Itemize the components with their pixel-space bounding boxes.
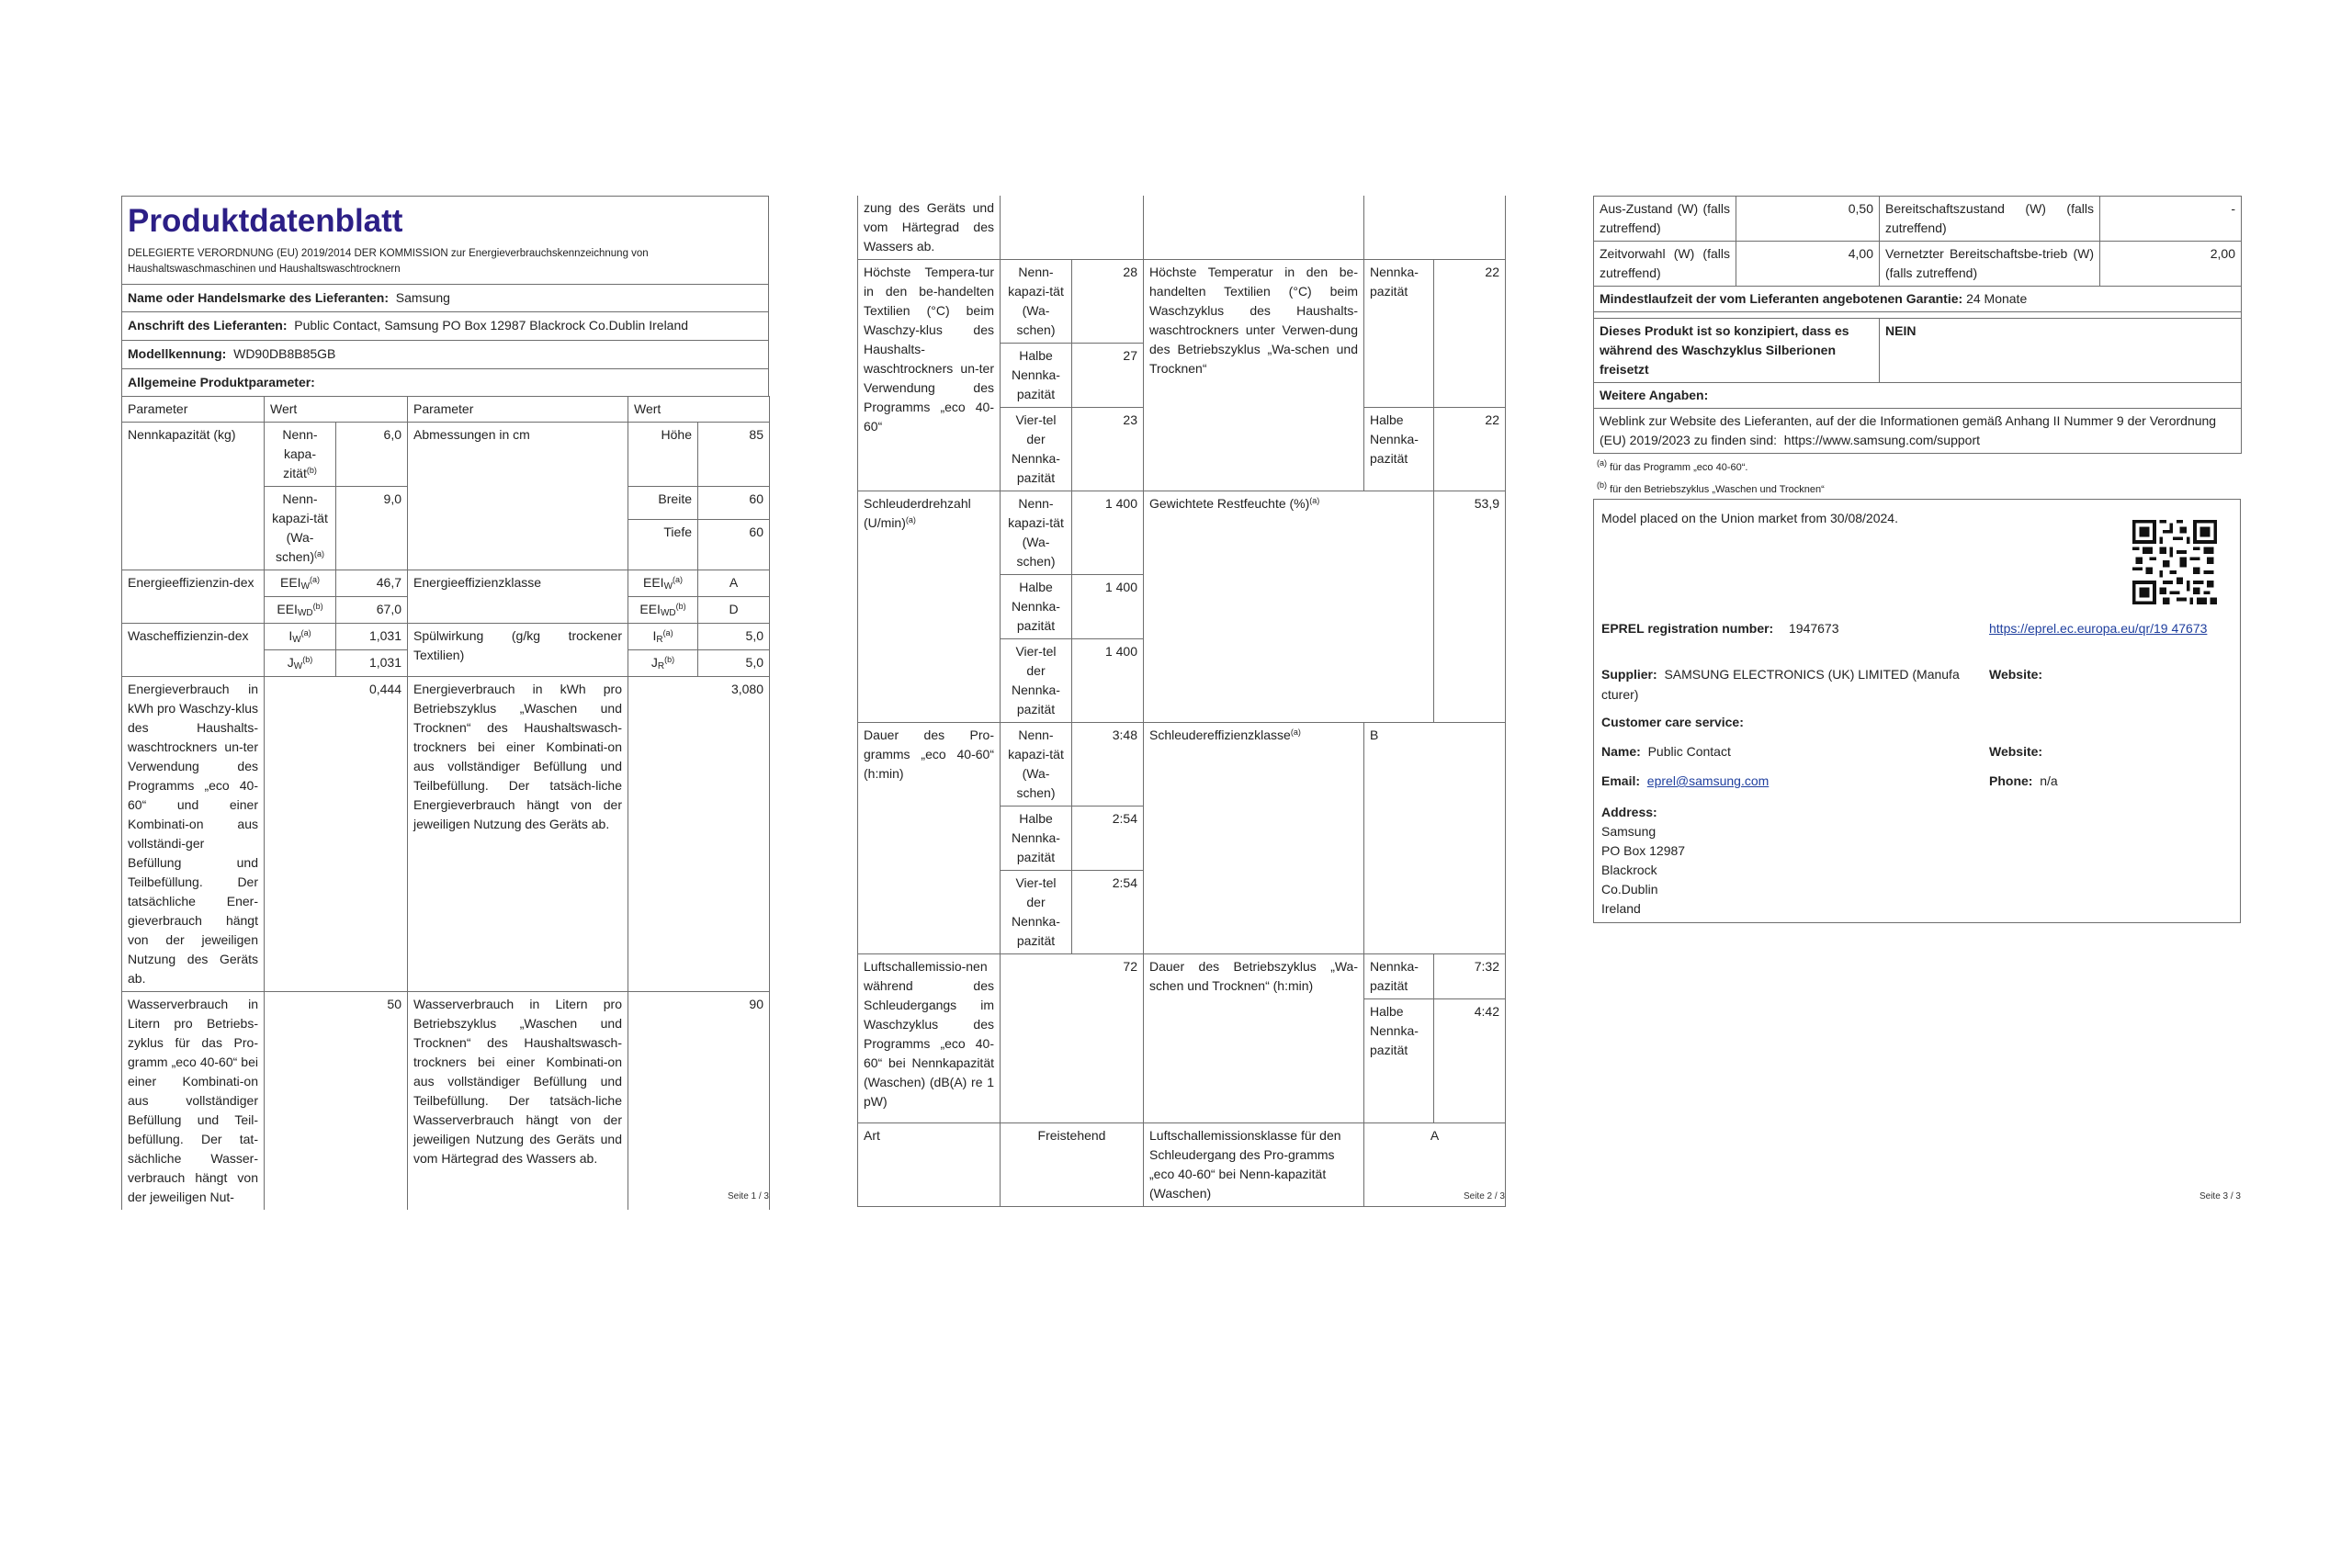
contact-email: Email: eprel@samsung.com (1601, 773, 1770, 788)
table-row: Schleuderdrehzahl $(U/\min)^{(a)}$ Nenn-kapazi-tät (Wa-schen) 1 400 Gewichtete Restfeuchte (%)$^{(a)}$ 53,9 (858, 491, 1506, 575)
table-row: Halbe Nennka-pazität 2:54 (858, 807, 1506, 871)
params-table-3 (1593, 196, 2242, 454)
table-row: Halbe Nennka-pazität 4:42 (858, 999, 1506, 1123)
warranty-value: 24 Monate (1966, 291, 2028, 306)
model-placed-text: Model placed on the Union market from 30/08/2024. (1601, 511, 1898, 525)
page-number: Seite 2 / 3 (1463, 1191, 1505, 1201)
table-row: Nennkapazität (kg) Nenn-kapa-zität$^{(b)}$ 6,0 Abmessungen in cm Höhe 85 (122, 423, 770, 487)
table-row: Zeitvorwahl (W) (falls zutreffend) 4,00 Vernetzter Bereitschaftsbe-trieb (W) (falls zutreffend) 2,00 (1594, 242, 2242, 287)
table-row: Weitere Angaben: (1594, 383, 2242, 409)
page-2 (857, 196, 1505, 1201)
table-row: Halbe Nennka-pazität 27 (858, 344, 1506, 408)
eprel-value: 1947673 (1789, 621, 1839, 636)
address-row: Anschrift des Lieferanten: Public Contact, Samsung PO Box 12987 Blackrock Co.Dublin Ireland (121, 311, 769, 340)
address-value: Public Contact, Samsung PO Box 12987 Blackrock Co.Dublin Ireland (294, 318, 689, 333)
page-number: Seite 3 / 3 (2199, 1191, 2241, 1201)
qr-code-icon (2132, 520, 2217, 604)
table-row: $EEI_{WD}^{(b)}$ 67,0 $EEI_{WD}^{(b)}$ D (122, 597, 770, 624)
eprel-label: EPREL registration number: (1601, 621, 1774, 636)
table-row: Tiefe 60 (122, 520, 770, 570)
table-row: Parameter Wert Parameter Wert (122, 397, 770, 423)
table-row: Mindestlaufzeit der vom Lieferanten angebotenen Garantie: 24 Monate (1594, 287, 2242, 312)
page-number: Seite 1 / 3 (727, 1191, 769, 1201)
table-row: Energieeffizienzin-dex $EEI_W^{(a)}$ 46,7 Energieeffizienzklasse $EEI_W^{(a)}$ A (122, 570, 770, 597)
address-block: Address: Samsung PO Box 12987 Blackrock Co.Dublin Ireland (1601, 805, 1686, 916)
table-row: Dauer des Pro-gramms „eco 40-60“ (h:min) Nenn-kapazi-tät (Wa-schen) 3:48 Schleudereffizienzklasse$^{(a)}$ B (858, 723, 1506, 807)
table-row: Dieses Produkt ist so konzipiert, dass es während des Waschzyklus Silberionen freisetzt NEIN (1594, 319, 2242, 383)
table-row: Aus-Zustand (W) (falls zutreffend) 0,50 Bereitschaftszustand (W) (falls zutreffend) - (1594, 197, 2242, 242)
table-row: Weblink zur Website des Lieferanten, auf der die Informationen gemäß Anhang II Nummer 9 der Verordnung (EU) 2019/2023 zu finden sind: https://www.samsung.com/support (1594, 409, 2242, 454)
page-1 (121, 196, 769, 1205)
contact-phone: Phone: n/a (1989, 773, 2058, 788)
table-row: Wasserverbrauch in Litern pro Betriebs-zyklus für das Pro-gramm „eco 40-60“ bei einer Kombinati-on aus vollständiger Befüllung und Teil-befüllung. Der tat-sächliche Wasser-verbrauch hängt von der jeweiligen Nut- 50 Wasserverbrauch in Litern pro Betriebszyklus „Waschen und Trocknen“ des Haushaltswasch-trockners bei einer Kombinati-on aus vollständiger Befüllung und Teilbefüllung. Der tatsäch-liche Wasserverbrauch hängt von der jeweiligen Nutzung des Geräts und vom Härtegrad des Wassers ab. 90 (122, 992, 770, 1211)
table-row: $J_W^{(b)}$ 1,031 $J_R^{(b)}$ 5,0 (122, 650, 770, 677)
supplier-line: Supplier: SAMSUNG ELECTRONICS (UK) LIMITED (Manufa cturer) (1601, 667, 1960, 702)
table-row: Vier-tel der Nennka-pazität 23 Halbe Nennka-pazität 22 (858, 408, 1506, 491)
footnotes: $^{(a)}$ für das Programm „eco 40-60“. $^{(b)}$ für den Betriebszyklus „Waschen und Trocknen“ (1597, 458, 1825, 495)
supplier-value: Samsung (395, 289, 450, 305)
contact-name: Name: Public Contact (1601, 744, 1731, 759)
table-row: Luftschallemissio-nen während des Schleudergangs im Waschzyklus des Programms „eco 40-60“ bei Nennkapazität (Waschen) (dB(A) re 1 pW) 72 Dauer des Betriebszyklus „Wa-schen und Trocknen“ (h:min) Nennka-pazität 7:32 (858, 954, 1506, 999)
customer-care-label: Customer care service: (1601, 715, 1744, 729)
regulation-text: DELEGIERTE VERORDNUNG (EU) 2019/2014 DER KOMMISSION zur Energieverbrauchskennzeichnung von Haushaltswaschmaschinen und Haushaltswaschtrocknern (128, 248, 649, 276)
page-3 (1593, 196, 2241, 1201)
table-row: Vier-tel der Nennka-pazität 2:54 (858, 871, 1506, 954)
model-row: Modellkennung: WD90DB8B85GB (121, 340, 769, 368)
weblink-url[interactable]: https://www.samsung.com/support (1783, 433, 1980, 447)
website-label: Website: (1989, 667, 2043, 682)
model-value: WD90DB8B85GB (233, 345, 336, 361)
table-row: Halbe Nennka-pazität 1 400 (858, 575, 1506, 639)
table-row: Energieverbrauch in kWh pro Waschzy-klus des Haushalts-waschtrockners un-ter Verwendung des Programms „eco 40-60“ und einer Kombinati-on aus vollständi-ger Befüllung und Teilbefüllung. Der tatsächliche Ener-gieverbrauch hängt von der jeweiligen Nutzung des Geräts ab. 0,444 Energieverbrauch in kWh pro Betriebszyklus „Waschen und Trocknen“ des Haushaltswasch-trockners bei einer Kombinati-on aus vollständiger Befüllung und Teilbefüllung. Der tatsäch-liche Energieverbrauch hängt von der jeweiligen Nutzung des Geräts ab. 3,080 (122, 677, 770, 992)
website-label-2: Website: (1989, 744, 2043, 759)
table-row: Nenn-kapazi-tät (Wa-schen)$^{(a)}$ 9,0 Breite 60 (122, 487, 770, 520)
params-table-1 (121, 396, 770, 1210)
supplier-row: Name oder Handelsmarke des Lieferanten: Samsung (121, 284, 769, 312)
table-row: Art Freistehend Luftschallemissionsklasse für den Schleudergang des Pro-gramms „eco 40-60“ bei Nenn-kapazität (Waschen) A (858, 1123, 1506, 1207)
table-row (1594, 312, 2242, 319)
email-link[interactable]: eprel@samsung.com (1646, 773, 1770, 788)
params-table-2 (857, 196, 1506, 1207)
table-row: Wascheffizienzin-dex $I_W^{(a)}$ 1,031 Spülwirkung (g/kg trockener Textilien) $I_R^{(a)}$ 5,0 (122, 624, 770, 650)
header-block (121, 196, 769, 284)
general-params-label: Allgemeine Produktparameter: (121, 368, 769, 397)
table-row: zung des Geräts und vom Härtegrad des Wassers ab. (858, 196, 1506, 260)
page-title: Produktdatenblatt (128, 203, 403, 239)
eprel-link[interactable]: https://eprel.ec.europa.eu/qr/19 47673 (1989, 621, 2208, 636)
table-row: Vier-tel der Nennka-pazität 1 400 (858, 639, 1506, 723)
eprel-info-box (1593, 499, 2241, 923)
table-row: Höchste Tempera-tur in den be-handelten Textilien (°C) beim Waschzy-klus des Haushalts-waschtrockners un-ter Verwendung des Programms „eco 40-60“ Nenn-kapazi-tät (Wa-schen) 28 Höchste Temperatur in den be-handelten Textilien (°C) beim Waschzyklus des Haushalts-waschtrockners unter Verwen-dung des Betriebszyklus „Wa-schen und Trocknen“ Nennka-pazität 22 (858, 260, 1506, 344)
